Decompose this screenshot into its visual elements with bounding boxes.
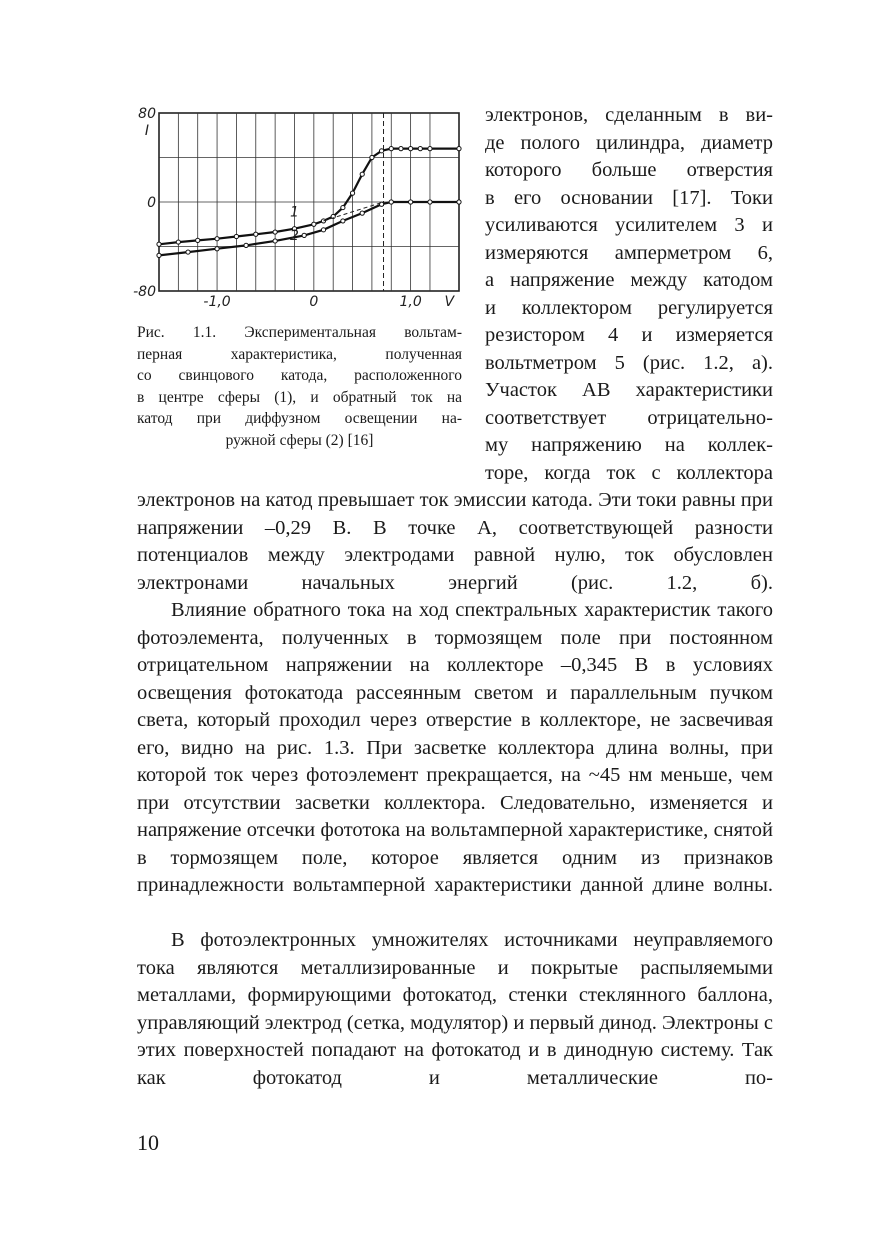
series-1-point: [360, 172, 364, 176]
caption-line: в центре сферы (1), и обратный ток на: [137, 388, 462, 406]
series-1-point: [157, 242, 161, 246]
x-tick-label: 0: [309, 294, 319, 310]
series-1-point: [254, 232, 258, 236]
series-2-point: [457, 200, 461, 204]
series-2-point: [244, 243, 248, 247]
text-line: и коллектором регулируется: [485, 296, 773, 319]
right-column-text: [485, 102, 773, 487]
text-line: резистором 4 и измеряется: [485, 324, 773, 346]
page-number: 10: [137, 1130, 159, 1155]
series-1-line: [159, 149, 459, 245]
series-1-point: [370, 155, 374, 159]
series-2-point: [341, 219, 345, 223]
series-1-label: 1: [290, 204, 299, 221]
series-1-point: [312, 222, 316, 226]
series-2-point: [215, 247, 219, 251]
paragraph-pmt-sources: В фотоэлектронных умножителях источниками неуправляемого тока являются металлизированные и покрытые распыляемыми металлами, формирующими фотокатод, стенки стеклянного баллона, управляющий электрод (сетка, модулятор) и первый динод. Электроны с этих поверхностей попадают на фотокатод и в динодную систему. Так как фотокатод и металлические по-: [137, 929, 774, 1089]
text-line: измеряются амперметром 6,: [485, 241, 773, 264]
text-line: усиливаются усилителем 3 и: [485, 214, 773, 236]
series-1-point: [409, 147, 413, 151]
x-axis-unit-label: V: [444, 294, 455, 310]
text-line: в его основании [17]. Токи: [485, 186, 773, 209]
y-tick-label: -80: [133, 284, 156, 300]
paragraph-continuation: электронов на катод превышает ток эмиссии катода. Эти токи равны при напряжении –0,29 В. В точке А, соответствующей разности потенциалов между электродами равной нулю, ток обусловлен электронами начальных энергий (рис. 1.2, б).: [137, 489, 773, 594]
series-1-point: [350, 191, 354, 195]
series-2-point: [186, 250, 190, 254]
series-1-point: [196, 238, 200, 242]
text-line: де полого цилиндра, диаметр: [485, 131, 773, 154]
series-1-point: [399, 147, 403, 151]
series-1-point: [273, 230, 277, 234]
text-line: которого больше отверстия: [485, 159, 773, 181]
series-2-line: [159, 202, 459, 255]
series-2-point: [360, 211, 364, 215]
caption-line: ружной сферы (2) [16]: [225, 431, 374, 449]
series-2-point: [321, 228, 325, 232]
series-2-point: [409, 200, 413, 204]
series-1-point: [379, 149, 383, 153]
text-line: Участок AB характеристики: [485, 379, 773, 401]
x-tick-label: 1,0: [399, 294, 422, 310]
series-1-point: [428, 147, 432, 151]
caption-line: со свинцового катода, расположенного: [137, 367, 462, 385]
text-line: соответствует отрицательно-: [485, 406, 773, 429]
series-1-point: [418, 147, 422, 151]
text-line: а напряжение между катодом: [485, 269, 773, 291]
y-tick-label: 0: [147, 195, 156, 211]
series-1-point: [234, 234, 238, 238]
caption-line: Рис. 1.1. Экспериментальная вольтам-: [137, 324, 462, 341]
series-1-point: [176, 240, 180, 244]
figure-caption: [137, 322, 462, 452]
y-tick-label: 80: [138, 106, 156, 122]
text-line: электронов, сделанным в ви-: [485, 104, 773, 126]
text-line: торе, когда ток с коллектора: [485, 461, 773, 484]
series-dashed-extrapolation: [324, 202, 384, 221]
series-2-point: [157, 253, 161, 257]
series-2-point: [273, 239, 277, 243]
y-axis-label: I: [144, 123, 150, 139]
series-2-label: 2: [290, 227, 299, 244]
text-line: му напряжению на коллек-: [485, 434, 773, 456]
text-line: вольтметром 5 (рис. 1.2, а).: [485, 351, 773, 374]
series-2-point: [428, 200, 432, 204]
series-2-point: [302, 233, 306, 237]
series-1-point: [389, 147, 393, 151]
paragraph-reverse-current: Влияние обратного тока на ход спектральных характеристик такого фотоэлемента, полученных в тормозящем поле при постоянном отрицательном напряжении на коллекторе –0,345 В в условиях освещения фотокатода рассеянным светом и параллельным пучком света, который проходил через отверстие в коллекторе, не засвечивая его, видно на рис. 1.3. При засветке коллектора длина волны, при которой ток через фотоэлемент прекращается, на ~45 нм меньше, чем при отсутствии засветки коллектора. Следовательно, изменяется и напряжение отсечки фототока на вольтамперной характеристике, снятой в тормозящем поле, которое является одним из признаков принадлежности вольтамперной характеристики данной длине волны.: [137, 599, 773, 896]
caption-line: перная характеристика, полученная: [137, 345, 462, 363]
x-tick-label: -1,0: [203, 294, 231, 310]
series-1-point: [341, 205, 345, 209]
series-1-point: [215, 237, 219, 241]
caption-line: катод при диффузном освещении на-: [137, 410, 462, 428]
figure-1-1-chart: [133, 103, 469, 310]
series-1-point: [457, 147, 461, 151]
series-2-point: [389, 200, 393, 204]
